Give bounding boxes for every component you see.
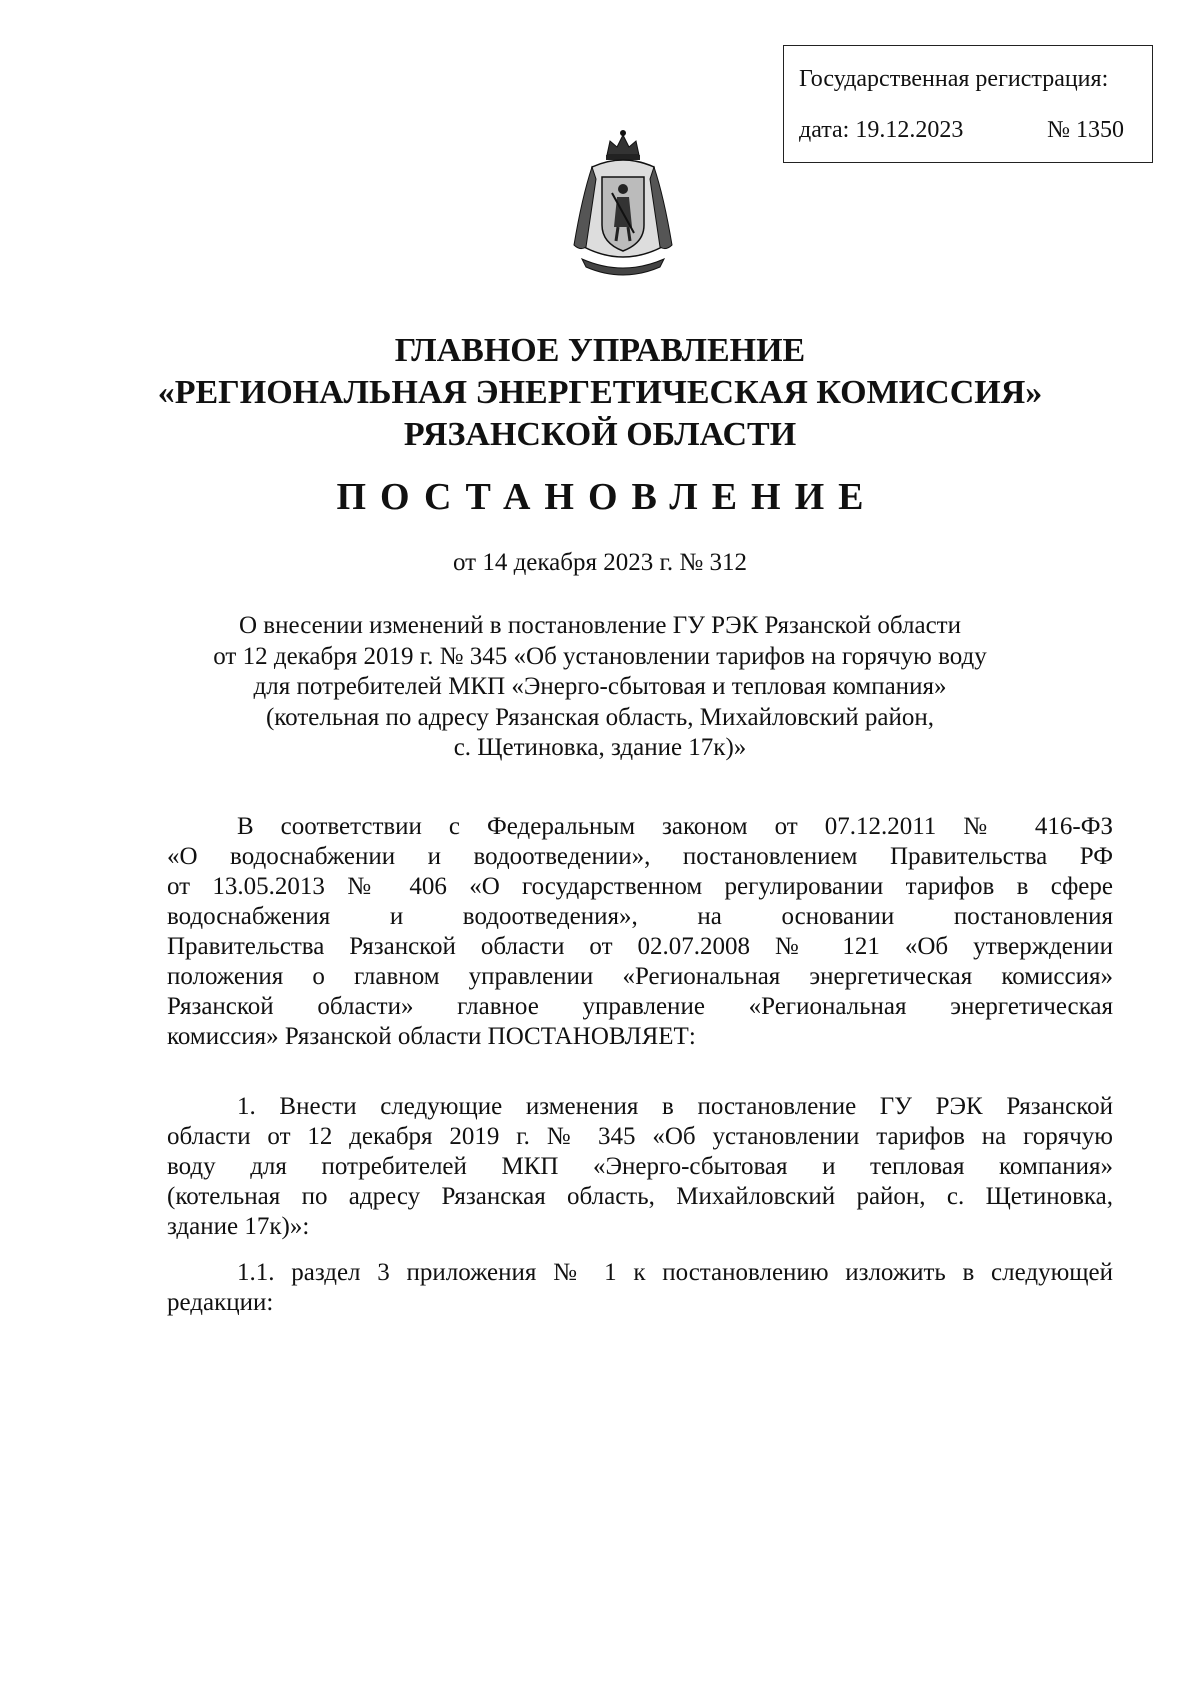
document-type-title: ПОСТАНОВЛЕНИЕ — [336, 476, 878, 518]
document-subject — [0, 611, 1200, 764]
paragraph-line: редакции: — [167, 1289, 274, 1316]
registration-number: № 1350 — [1047, 117, 1124, 143]
paragraph-line: (котельная по адресу Рязанская область, Михайловский район, с. Щетиновка, — [167, 1183, 1113, 1210]
paragraph-line: Рязанской области» главное управление «Региональная энергетическая — [167, 993, 1113, 1020]
paragraph-line: «О водоснабжении и водоотведении», постановлением Правительства РФ — [167, 843, 1113, 870]
item-1-1-paragraph — [167, 1258, 1113, 1318]
authority-name-line-3: РЯЗАНСКОЙ ОБЛАСТИ — [403, 416, 797, 453]
paragraph-line: от 13.05.2013 № 406 «О государственном регулировании тарифов в сфере — [167, 873, 1113, 900]
authority-name-line-1: ГЛАВНОЕ УПРАВЛЕНИЕ — [394, 332, 806, 369]
ryazan-coat-of-arms-icon — [562, 127, 684, 279]
paragraph-line: Правительства Рязанской области от 02.07.2008 № 121 «Об утверждении — [167, 933, 1113, 960]
subject-line: с. Щетиновка, здание 17к)» — [453, 734, 747, 761]
item-1-paragraph — [167, 1092, 1113, 1242]
document-date-number: от 14 декабря 2023 г. № 312 — [452, 549, 748, 576]
paragraph-line: области от 12 декабря 2019 г. № 345 «Об установлении тарифов на горячую — [167, 1123, 1113, 1150]
registration-date: дата: 19.12.2023 — [799, 117, 964, 143]
subject-line: (котельная по адресу Рязанская область, Михайловский район, — [265, 703, 935, 731]
registration-title: Государственная регистрация: — [799, 66, 1109, 92]
registration-stamp — [783, 45, 1153, 163]
paragraph-line: 1. Внести следующие изменения в постановление ГУ РЭК Рязанской — [237, 1093, 1113, 1120]
subject-line: для потребителей МКП «Энерго-сбытовая и тепловая компания» — [253, 673, 947, 700]
subject-line: от 12 декабря 2019 г. № 345 «Об установлении тарифов на горячую воду — [213, 642, 987, 670]
preamble-paragraph — [167, 812, 1113, 1052]
paragraph-line: В соответствии с Федеральным законом от 07.12.2011 № 416-ФЗ — [237, 813, 1113, 840]
subject-line: О внесении изменений в постановление ГУ РЭК Рязанской области — [239, 612, 961, 639]
paragraph-line: 1.1. раздел 3 приложения № 1 к постановлению изложить в следующей — [237, 1259, 1113, 1286]
authority-name-line-2: «РЕГИОНАЛЬНАЯ ЭНЕРГЕТИЧЕСКАЯ КОМИССИЯ» — [157, 374, 1043, 411]
paragraph-line: водоснабжения и водоотведения», на основании постановления — [167, 903, 1113, 930]
paragraph-line: положения о главном управлении «Региональная энергетическая комиссия» — [167, 963, 1113, 990]
paragraph-line: воду для потребителей МКП «Энерго-сбытовая и тепловая компания» — [167, 1153, 1113, 1180]
paragraph-line: комиссия» Рязанской области ПОСТАНОВЛЯЕТ: — [167, 1023, 696, 1050]
paragraph-line: здание 17к)»: — [167, 1213, 310, 1240]
